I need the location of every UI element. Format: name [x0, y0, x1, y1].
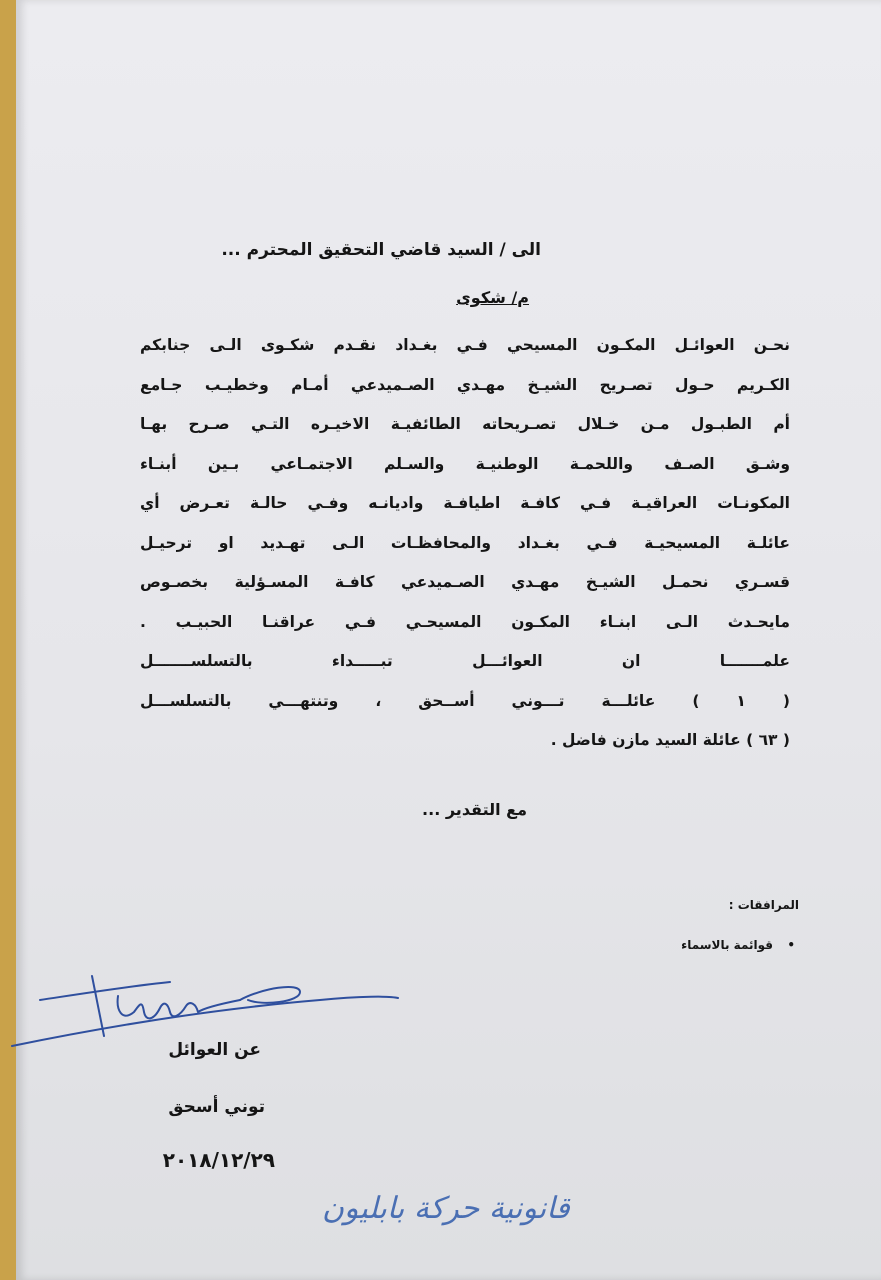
handwritten-note-text: قانونية حركة بابليون: [322, 1191, 570, 1226]
letter-subject: م/ شكوى: [456, 288, 529, 307]
body-line: نحـن العوائـل المكـون المسيحي فـي بغـداد نقـدم شكـوى الـى جنابكم: [140, 336, 790, 354]
body-line: قسـري نحمـل الشيـخ مهـدي الصـميدعي كافـة المسـؤلية بخصـوص: [140, 573, 790, 591]
body-line: الكـريم حـول تصـريح الشيـخ مهـدي الصـميدعي أمـام وخطيـب جـامع: [140, 375, 790, 394]
body-line: ( ١ ) عائلـــة تـــوني أســحق ، وتنتهـــي بالتسلســـل: [140, 691, 790, 710]
attachments-label: المرافقات :: [728, 898, 799, 912]
body-line: أم الطبـول مـن خـلال تصـريحاته الطائفيـة الاخيـره التـي صـرح بهـا: [140, 415, 790, 433]
signature-name: توني أسحق: [168, 1097, 265, 1117]
body-line: مايحـدث الـى ابنـاء المكـون المسيحـي فـي عراقنـا الحبيـب .: [140, 612, 790, 631]
body-line: وشـق الصـف واللحمـة الوطنيـة والسـلم الاجتمـاعي بـين أبنـاء: [140, 454, 790, 473]
body-line: علمـــــــا ان العوائـــل تبـــــداء بالتسلســـــــل: [140, 652, 790, 670]
body-line: عائلـة المسيحيـة فـي بغـداد والمحافظـات الـى تهـديد او ترحيـل: [140, 533, 790, 552]
letter-title: الى / السيد قاضي التحقيق المحترم ...: [221, 240, 541, 260]
body-line: المكونـات العراقيـة فـي كافـة اطيافـة واديانـه وفـي حالـة تعـرض أي: [140, 494, 790, 512]
signature-from: عن العوائل: [168, 1040, 261, 1060]
signature-date: ٢٠١٨/١٢/٢٩: [162, 1148, 275, 1172]
closing-regards: مع التقدير ...: [422, 800, 527, 819]
attachment-item: • قوائمة بالاسماء: [681, 938, 773, 952]
body-line: ( ٦٣ ) عائلة السيد مازن فاضل .: [550, 731, 790, 749]
